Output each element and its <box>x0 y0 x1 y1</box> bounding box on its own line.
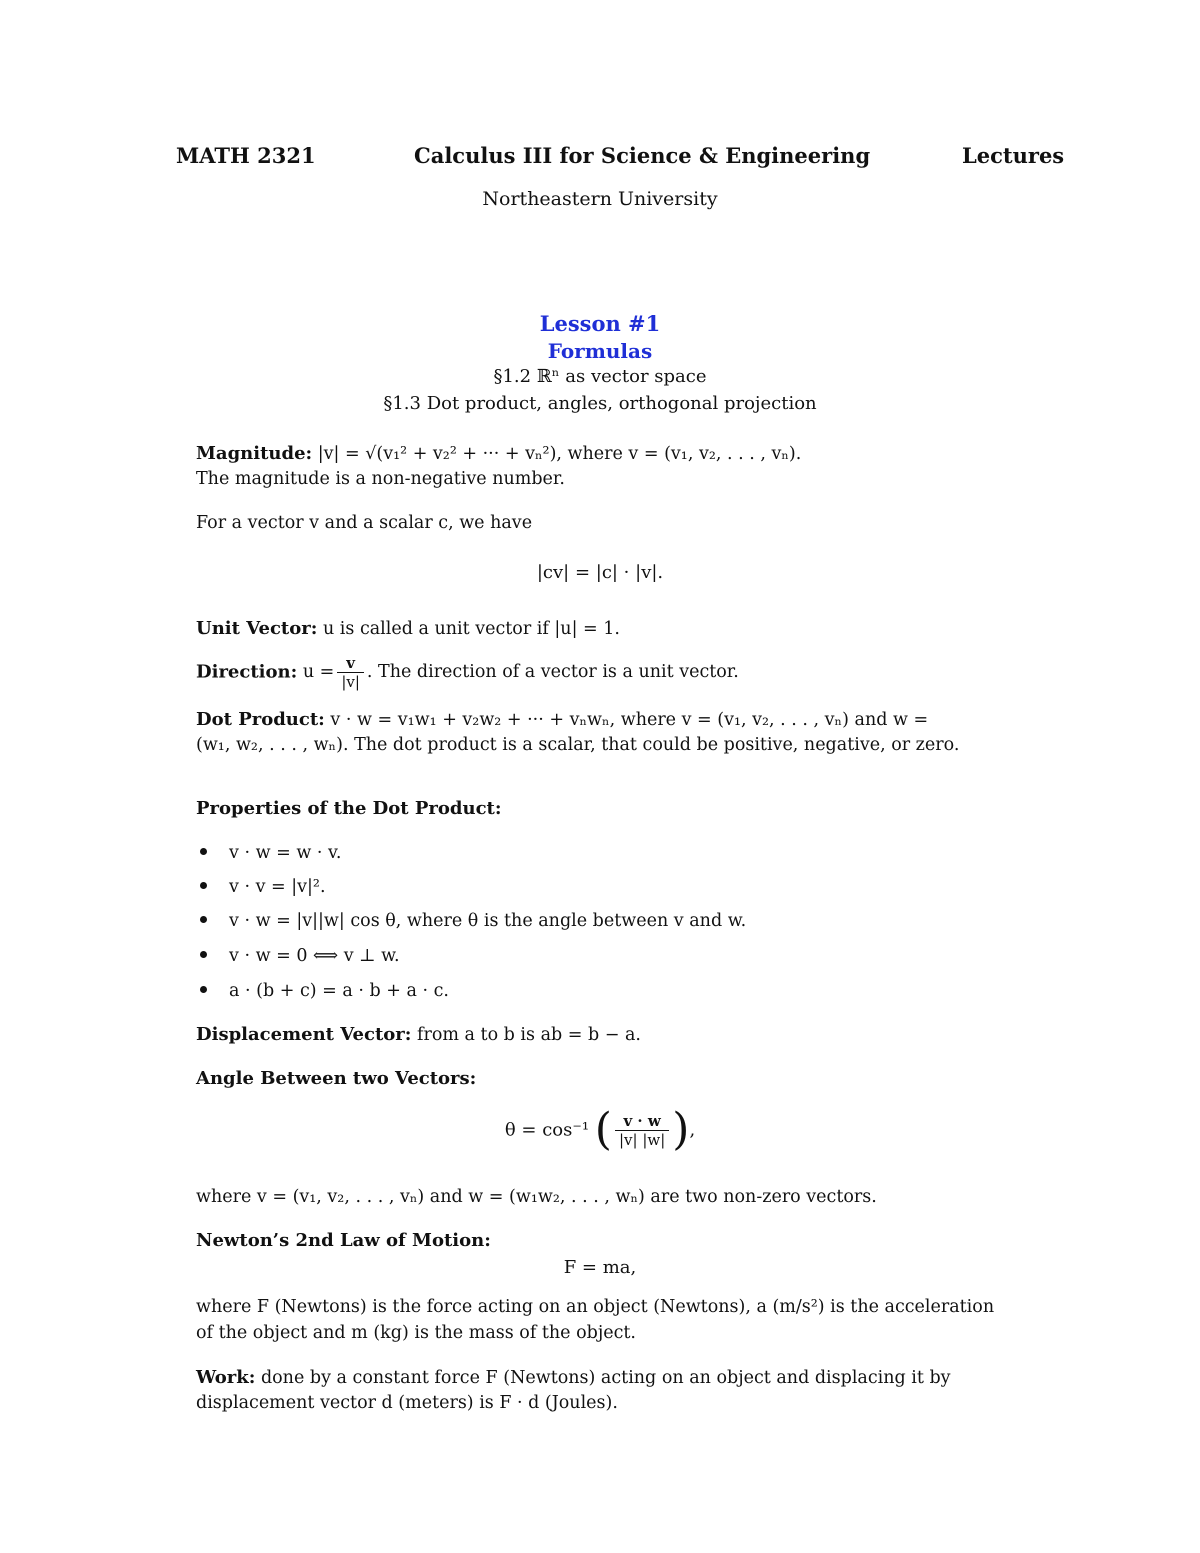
list-item <box>200 843 341 863</box>
angle-where: where v = (v₁, v₂, . . . , vₙ) and w = (w₁w₂, . . . , wₙ) are two non-zero vectors. <box>196 1187 877 1207</box>
right-paren: ) <box>672 1104 690 1155</box>
section-heading-2: §1.3 Dot product, angles, orthogonal projection <box>383 393 817 414</box>
newton-line2: of the object and m (kg) is the mass of the object. <box>196 1323 636 1343</box>
scalar-formula: |cv| = |c| · |v|. <box>536 562 664 583</box>
magnitude-label: Magnitude: <box>196 443 313 464</box>
bullet-icon <box>200 986 207 993</box>
displacement-text: from a to b is ab = b − a. <box>417 1025 641 1045</box>
list-item-text: v · w = 0 ⟺ v ⊥ w. <box>229 946 400 966</box>
left-paren: ( <box>594 1104 612 1155</box>
angle-fraction <box>615 1112 669 1149</box>
angle-heading: Angle Between two Vectors: <box>196 1068 477 1089</box>
magnitude-note: The magnitude is a non-negative number. <box>196 469 565 489</box>
list-item <box>200 981 449 1001</box>
bullet-icon <box>200 848 207 855</box>
newton-line1: where F (Newtons) is the force acting on an object (Newtons), a (m/s²) is the acceleration <box>196 1297 995 1317</box>
dot-product-label: Dot Product: <box>196 709 325 730</box>
list-item-text: a · (b + c) = a · b + a · c. <box>229 981 449 1001</box>
direction-denominator: |v| <box>341 673 360 691</box>
angle-numerator: v · w <box>615 1112 669 1131</box>
list-item <box>200 946 400 966</box>
dot-product-line2: (w₁, w₂, . . . , wₙ). The dot product is a scalar, that could be positive, negative, or zero. <box>196 735 960 755</box>
list-item-text: v · v = |v|². <box>229 877 326 897</box>
newton-formula: F = ma, <box>563 1257 637 1278</box>
section-heading-1: §1.2 ℝⁿ as vector space <box>493 366 707 387</box>
direction-label: Direction: <box>196 661 298 683</box>
dot-product-line1 <box>196 709 928 731</box>
list-item-text: v · w = w · v. <box>229 843 342 863</box>
work-line1 <box>196 1367 951 1389</box>
direction-text: . The direction of a vector is a unit vector. <box>366 662 739 682</box>
bullet-icon <box>200 951 207 958</box>
bullet-icon <box>200 916 207 923</box>
unit-vector-definition <box>196 618 620 640</box>
angle-formula <box>0 1104 1200 1155</box>
work-text: done by a constant force F (Newtons) acting on an object and displacing it by <box>260 1368 951 1388</box>
direction-lhs: u = <box>302 662 335 682</box>
course-title: Calculus III for Science & Engineering <box>414 143 871 168</box>
course-code: MATH 2321 <box>176 143 316 168</box>
dot-product-formula: v · w = v₁w₁ + v₂w₂ + ··· + vₙwₙ, where v = (v₁, v₂, . . . , vₙ) and w = <box>330 710 929 730</box>
list-item <box>200 911 746 931</box>
unit-vector-label: Unit Vector: <box>196 618 318 639</box>
bullet-icon <box>200 882 207 889</box>
magnitude-equation: |v| = √(v₁² + v₂² + ··· + vₙ²), where v = (v₁, v₂, . . . , vₙ). <box>317 444 802 464</box>
scalar-intro: For a vector v and a scalar c, we have <box>196 513 533 533</box>
angle-tail: , <box>689 1119 696 1141</box>
magnitude-formula <box>196 443 801 465</box>
lesson-number: Lesson #1 <box>539 311 661 336</box>
displacement-definition <box>196 1024 641 1046</box>
newton-heading: Newton’s 2nd Law of Motion: <box>196 1230 491 1251</box>
displacement-label: Displacement Vector: <box>196 1024 412 1045</box>
document-type: Lectures <box>962 143 1065 168</box>
work-label: Work: <box>196 1367 256 1388</box>
direction-numerator: v <box>337 654 364 673</box>
unit-vector-text: u is called a unit vector if |u| = 1. <box>322 619 620 639</box>
angle-denominator: |v| |w| <box>618 1130 666 1149</box>
work-line2: displacement vector d (meters) is F · d (Joules). <box>196 1393 618 1413</box>
direction-fraction <box>337 654 364 691</box>
properties-heading: Properties of the Dot Product: <box>196 798 502 819</box>
direction-definition <box>196 654 739 691</box>
list-item <box>200 877 326 897</box>
list-item-text: v · w = |v||w| cos θ, where θ is the angle between v and w. <box>229 911 747 931</box>
university-name: Northeastern University <box>482 188 718 210</box>
lesson-subtitle: Formulas <box>547 339 653 363</box>
angle-lhs: θ = cos⁻¹ <box>504 1119 590 1141</box>
